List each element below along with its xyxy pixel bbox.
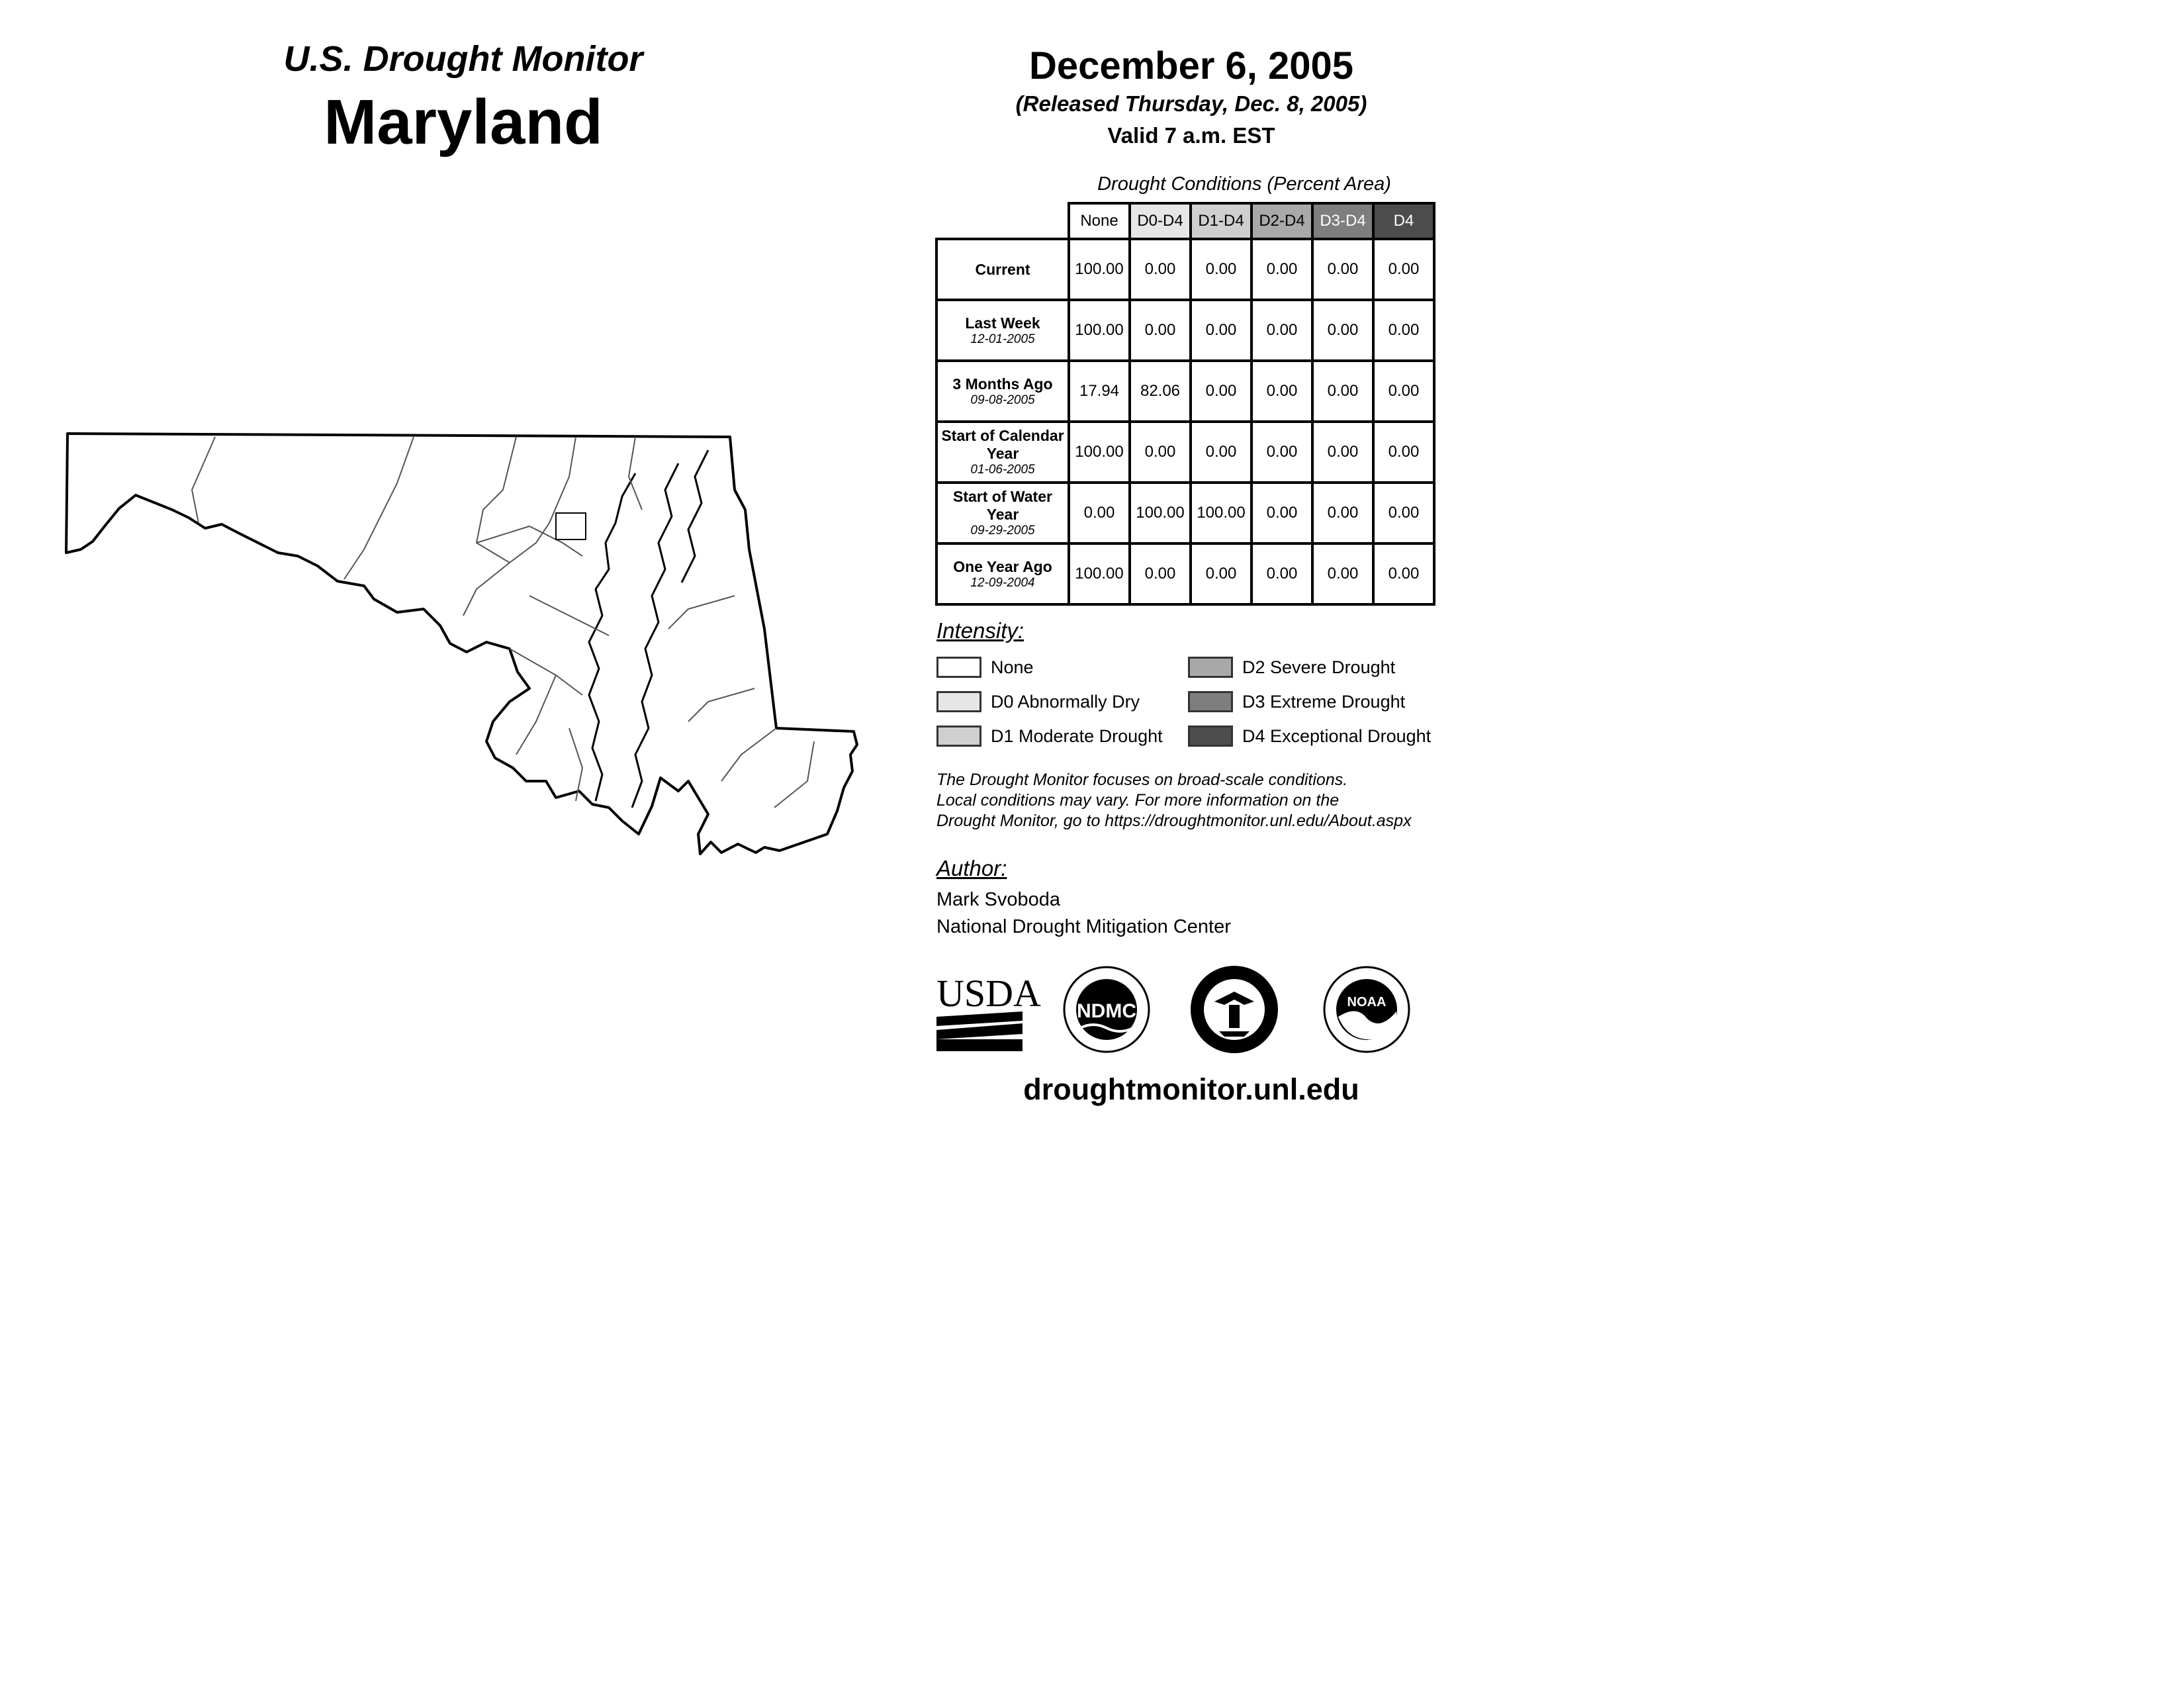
usda-logo [936, 972, 1041, 1051]
table-cell: 0.00 [1251, 543, 1312, 604]
legend-swatch [1188, 657, 1233, 678]
legend-label: D0 Abnormally Dry [991, 691, 1140, 712]
table-cell: 17.94 [1069, 361, 1130, 422]
table-cell: 100.00 [1191, 483, 1251, 543]
legend-label: D4 Exceptional Drought [1242, 726, 1432, 746]
state-title: Maryland [324, 87, 603, 158]
state-outline [66, 434, 857, 854]
table-cell: 0.00 [1312, 361, 1373, 422]
legend-swatch [936, 726, 981, 747]
table-cell: 0.00 [1191, 239, 1251, 300]
table-caption: Drought Conditions (Percent Area) [1097, 173, 1391, 195]
table-cell: 0.00 [1373, 483, 1434, 543]
row-date: 12-09-2004 [970, 575, 1035, 590]
map-date: December 6, 2005 [1028, 44, 1354, 87]
row-label: Start of Calendar Year 01-06-2005 [936, 422, 1069, 483]
table-row [936, 483, 1434, 543]
table-cell: 100.00 [1069, 300, 1130, 361]
noaa-logo [1324, 967, 1409, 1052]
maryland-map [53, 410, 874, 861]
table-cell: 0.00 [1251, 422, 1312, 483]
drought-conditions-table [935, 202, 1435, 606]
row-label: Current [936, 239, 1069, 300]
table-cell: 0.00 [1312, 543, 1373, 604]
author-org: National Drought Mitigation Center [936, 916, 1231, 937]
table-cell: 0.00 [1130, 543, 1191, 604]
column-header: D1-D4 [1191, 203, 1251, 239]
table-row [936, 361, 1434, 422]
table-cell: 0.00 [1312, 483, 1373, 543]
table-cell: 0.00 [1373, 300, 1434, 361]
table-cell: 0.00 [1069, 483, 1130, 543]
legend-swatch [936, 691, 981, 712]
row-label: Last Week 12-01-2005 [936, 300, 1069, 361]
table-cell: 0.00 [1312, 422, 1373, 483]
legend-item-d3 [1188, 689, 1405, 714]
disclaimer-note [936, 770, 1479, 831]
ndmc-logo-text: NDMC [1077, 1000, 1136, 1022]
table-cell: 100.00 [1069, 422, 1130, 483]
column-header: D0-D4 [1130, 203, 1191, 239]
row-date: 01-06-2005 [970, 463, 1035, 477]
table-cell: 0.00 [1312, 239, 1373, 300]
legend-item-d4 [1188, 724, 1431, 749]
table-cell: 0.00 [1130, 300, 1191, 361]
legend-label: None [991, 657, 1034, 677]
author-title: Author: [936, 856, 1007, 880]
agency-logos [933, 965, 1423, 1064]
legend-swatch [936, 657, 981, 678]
row-date: 09-08-2005 [970, 393, 1035, 407]
table-cell: 100.00 [1069, 543, 1130, 604]
usda-logo-text: USDA [936, 972, 1041, 1015]
table-cell: 0.00 [1373, 361, 1434, 422]
table-cell: 100.00 [1130, 483, 1191, 543]
table-cell: 0.00 [1373, 422, 1434, 483]
table-corner [936, 203, 1069, 239]
table-header-row [936, 203, 1434, 239]
table-cell: 0.00 [1130, 239, 1191, 300]
table-cell: 0.00 [1251, 361, 1312, 422]
release-date: (Released Thursday, Dec. 8, 2005) [1015, 91, 1367, 116]
row-label: Start of Water Year 09-29-2005 [936, 483, 1069, 543]
author-name: Mark Svoboda [936, 889, 1060, 910]
legend-swatch [1188, 691, 1233, 712]
table-cell: 0.00 [1251, 483, 1312, 543]
note-line: Drought Monitor, go to https://droughtmonitor.unl.edu/About.aspx [936, 812, 1412, 830]
table-cell: 0.00 [1251, 300, 1312, 361]
legend-item-none [936, 655, 1034, 680]
table-row [936, 543, 1434, 604]
table-cell: 0.00 [1373, 239, 1434, 300]
table-cell: 0.00 [1373, 543, 1434, 604]
valid-time: Valid 7 a.m. EST [1107, 123, 1275, 148]
table-cell: 0.00 [1251, 239, 1312, 300]
legend-item-d2 [1188, 655, 1395, 680]
legend-title: Intensity: [936, 618, 1024, 643]
row-date: 12-01-2005 [970, 332, 1035, 346]
commerce-seal-logo [1191, 966, 1278, 1053]
noaa-logo-text: NOAA [1347, 995, 1387, 1009]
map-subtitle: U.S. Drought Monitor [283, 39, 643, 79]
legend-label: D2 Severe Drought [1242, 657, 1396, 677]
table-row [936, 300, 1434, 361]
maryland-map-svg [53, 410, 874, 861]
table-row [936, 422, 1434, 483]
table-cell: 100.00 [1069, 239, 1130, 300]
table-cell: 0.00 [1191, 422, 1251, 483]
legend-swatch [1188, 726, 1233, 747]
legend-label: D3 Extreme Drought [1242, 691, 1406, 712]
table-cell: 0.00 [1191, 361, 1251, 422]
legend-item-d0 [936, 689, 1140, 714]
row-date: 09-29-2005 [970, 524, 1035, 538]
note-line: The Drought Monitor focuses on broad-scale conditions. [936, 771, 1348, 789]
table-cell: 0.00 [1312, 300, 1373, 361]
table-cell: 82.06 [1130, 361, 1191, 422]
column-header: None [1069, 203, 1130, 239]
table-cell: 0.00 [1191, 300, 1251, 361]
row-label: One Year Ago 12-09-2004 [936, 543, 1069, 604]
row-label: 3 Months Ago 09-08-2005 [936, 361, 1069, 422]
website-url: droughtmonitor.unl.edu [1023, 1072, 1359, 1106]
table-cell: 0.00 [1191, 543, 1251, 604]
column-header: D2-D4 [1251, 203, 1312, 239]
legend-item-d1 [936, 724, 1163, 749]
table-cell: 0.00 [1130, 422, 1191, 483]
table-row [936, 239, 1434, 300]
note-line: Local conditions may vary. For more information on the [936, 791, 1340, 810]
column-header: D4 [1373, 203, 1434, 239]
ndmc-logo [1064, 967, 1149, 1052]
legend-label: D1 Moderate Drought [991, 726, 1163, 746]
column-header: D3-D4 [1312, 203, 1373, 239]
